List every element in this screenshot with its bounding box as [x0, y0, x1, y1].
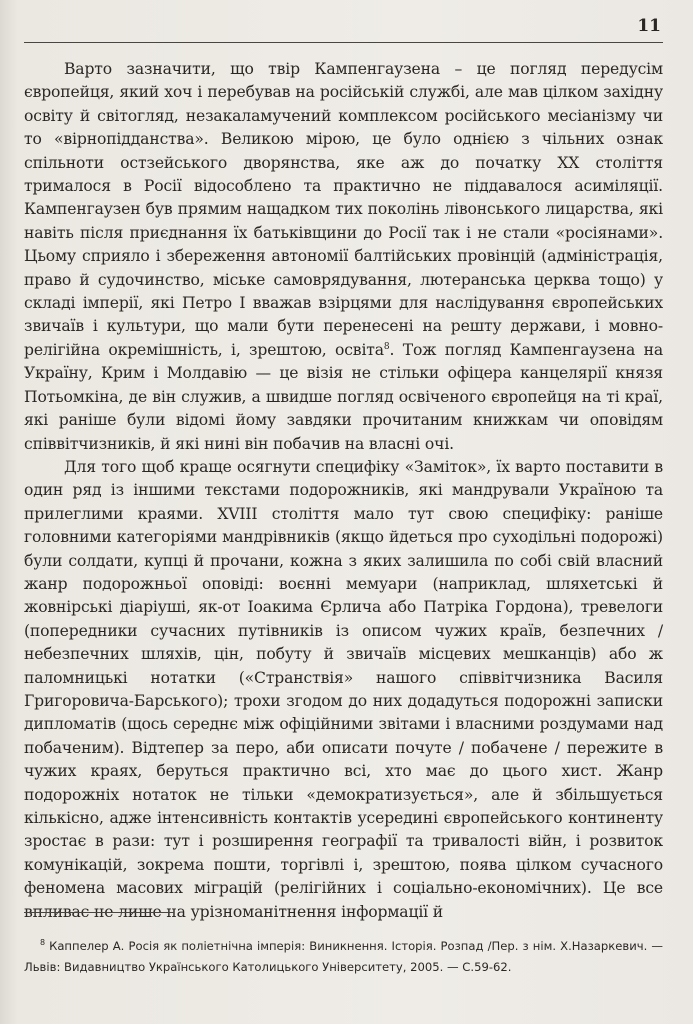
footnote-divider [24, 912, 174, 913]
paragraph-1 [24, 58, 663, 456]
page-header [24, 14, 663, 43]
footnote [24, 932, 663, 978]
paragraph-1-continuation: . Тож погляд Кампенгаузена на Україну, Крим і Молдавію — це візія не стільки офіцера канцелярії князя Потьомкіна, де він служив, а швидше погляд освіченого європейця на ті краї, які раніше були відомі йому завдяки прочитаним книжкам чи оповідям співвітчизників, й які нині він побачив на власні очі. [24, 340, 663, 453]
body-text [24, 58, 663, 924]
footnote-text: Каппелер А. Росія як поліетнічна імперія: Виникнення. Історія. Розпад /Пер. з нім. Х.Назаркевич. — Львів: Видавництво Українського Католицького Університету, 2005. — С.59-62. [24, 938, 663, 974]
footnote-mark: 8 [40, 938, 46, 947]
paragraph-2: Для того щоб краще осягнути специфіку «Заміток», їх варто поставити в один ряд із іншими текстами подорожників, які мандрували Україною та прилеглими краями. XVIII століття мало тут свою специфіку: раніше головними категоріями мандрівників (якщо йдеться про суходільні подорожі) були солдати, купці й прочани, кожна з яких залишила по собі свій власний жанр подорожньої оповіді: воєнні мемуари (наприклад, шляхетські й жовнірські діаріуші, як-от Іоакима Єрлича або Патріка Гордона), тревелоги (попередники сучасних путівників із описом чужих країв, безпечних / небезпечних шляхів, цін, побуту й звичаїв місцевих мешканців) або ж паломницькі нотатки («Странствія» нашого співвітчизника Василя Григоровича-Барського); трохи згодом до них додадуться подорожні записки дипломатів (щось середнє між офіційними звітами і власними роздумами над побаченим). Відтепер за перо, аби описати почуте / побачене / пережите в чужих краях, беруться практично всі, хто має до цього хист. Жанр подорожніх нотаток не тільки «демократизується», але й збільшується кількісно, адже інтенсивність контактів усередині європейського континенту зростає в рази: тут і розширення географії та тривалості війн, і розвиток комунікацій, зокрема пошти, торгівлі і, зрештою, поява цілком сучасного феномена масових міграцій (релігійних і соціально-економічних). Це все впливає не лише на урізноманітнення інформації й [24, 457, 663, 921]
page-number: 11 [637, 16, 661, 36]
footnote-reference: 8 [383, 341, 390, 352]
paragraph-1-text: Варто зазначити, що твір Кампенгаузена – це погляд передусім європейця, який хоч і перебував на російській службі, але мав цілком західну освіту й світогляд, незакаламучений комплексом російського месіанізму чи то «вірнопідданства». Великою мірою, це було однією з чільних ознак спільноти остзейського дворянства, яке аж до початку ХХ століття трималося в Росії відособлено та практично не піддавалося асиміляції. Кампенгаузен був прямим нащадком тих поколінь лівонського лицарства, які навіть після приєднання їх батьківщини до Росії так і не стали «росіянами». Цьому сприяло і збереження автономії балтійських провінцій (адміністрація, право й судочинство, міське самоврядування, лютеранська церква тощо) у складі імперії, які Петро І вважав взірцями для наслідування європейських звичаїв і культури, що мали бути перенесені на решту держави, і мовно-релігійна окремішність, і, зрештою, освіта [24, 60, 663, 359]
